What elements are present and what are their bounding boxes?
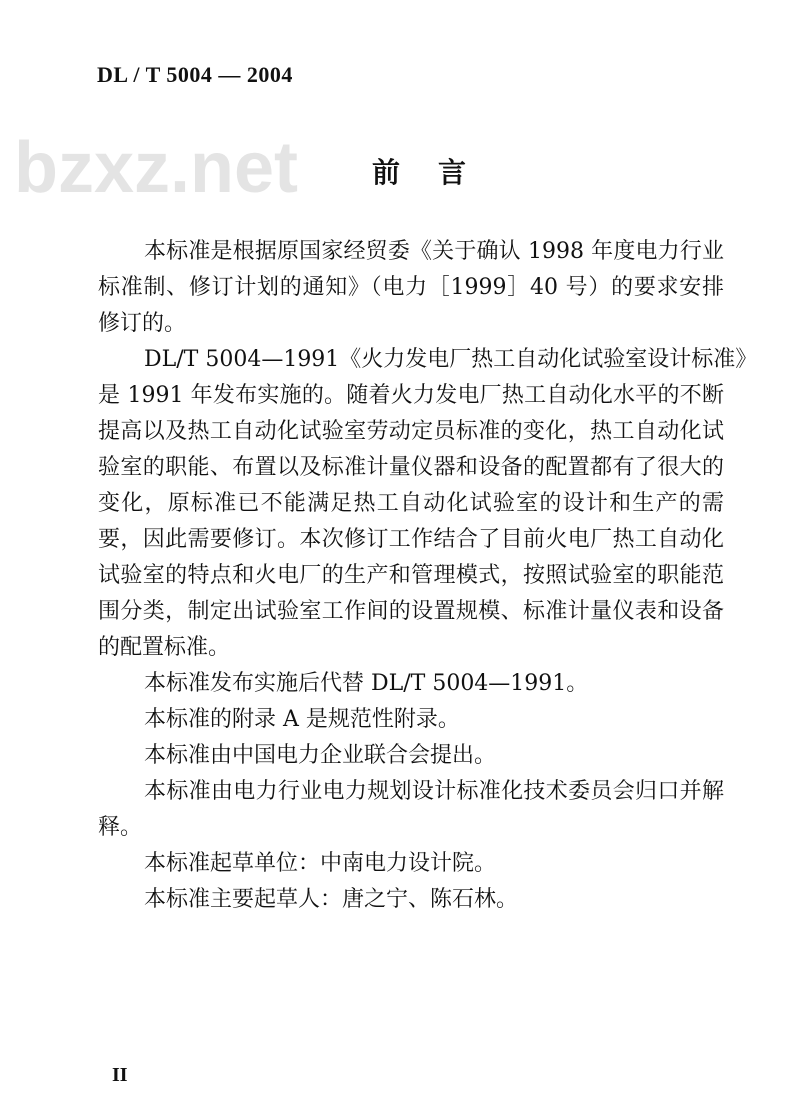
paragraph-line: 本标准由电力行业电力规划设计标准化技术委员会归口并解 <box>144 779 724 804</box>
paragraph-line: 本标准是根据原国家经贸委《关于确认 1998 年度电力行业 <box>144 239 724 264</box>
paragraph-line: 变化，原标准已不能满足热工自动化试验室的设计和生产的需 <box>98 491 724 516</box>
paragraph-line: 要，因此需要修订。本次修订工作结合了目前火电厂热工自动化 <box>98 527 724 552</box>
paragraph-line: 本标准发布实施后代替 DL/T 5004—1991。 <box>144 671 589 696</box>
paragraph <box>98 666 724 702</box>
paragraph-line: 标准制、修订计划的通知》（电力［1999］40 号）的要求安排 <box>98 275 724 300</box>
paragraph <box>98 882 724 918</box>
paragraph <box>98 738 724 774</box>
paragraph-line: 本标准由中国电力企业联合会提出。 <box>144 743 497 768</box>
paragraph-line: 本标准起草单位：中南电力设计院。 <box>144 851 497 876</box>
preface-body <box>98 234 758 918</box>
paragraph-line: 围分类，制定出试验室工作间的设置规模、标准计量仪表和设备 <box>98 599 724 624</box>
paragraph <box>98 702 724 738</box>
page-title: 前言 <box>372 156 505 189</box>
page-number: II <box>112 1064 128 1086</box>
paragraph-line: 试验室的特点和火电厂的生产和管理模式，按照试验室的职能范 <box>98 563 724 588</box>
paragraph <box>98 342 758 666</box>
paragraph-line: 本标准的附录 A 是规范性附录。 <box>144 707 460 732</box>
paragraph-line: 验室的职能、布置以及标准计量仪器和设备的配置都有了很大的 <box>98 455 724 480</box>
paragraph-line: 修订的。 <box>98 311 187 336</box>
watermark: bzxz.net <box>14 128 299 208</box>
paragraph-line: 的配置标准。 <box>98 635 231 660</box>
paragraph <box>98 774 724 846</box>
paragraph-line: 是 1991 年发布实施的。随着火力发电厂热工自动化水平的不断 <box>98 383 724 408</box>
paragraph <box>98 234 724 342</box>
paragraph <box>98 846 724 882</box>
document-number-header: DL / T 5004 — 2004 <box>97 62 293 87</box>
paragraph-line: 本标准主要起草人：唐之宁、陈石林。 <box>144 887 519 912</box>
paragraph-line: 提高以及热工自动化试验室劳动定员标准的变化，热工自动化试 <box>98 419 724 444</box>
paragraph-line: DL/T 5004—1991《火力发电厂热工自动化试验室设计标准》 <box>144 347 758 372</box>
paragraph-line: 释。 <box>98 815 143 840</box>
